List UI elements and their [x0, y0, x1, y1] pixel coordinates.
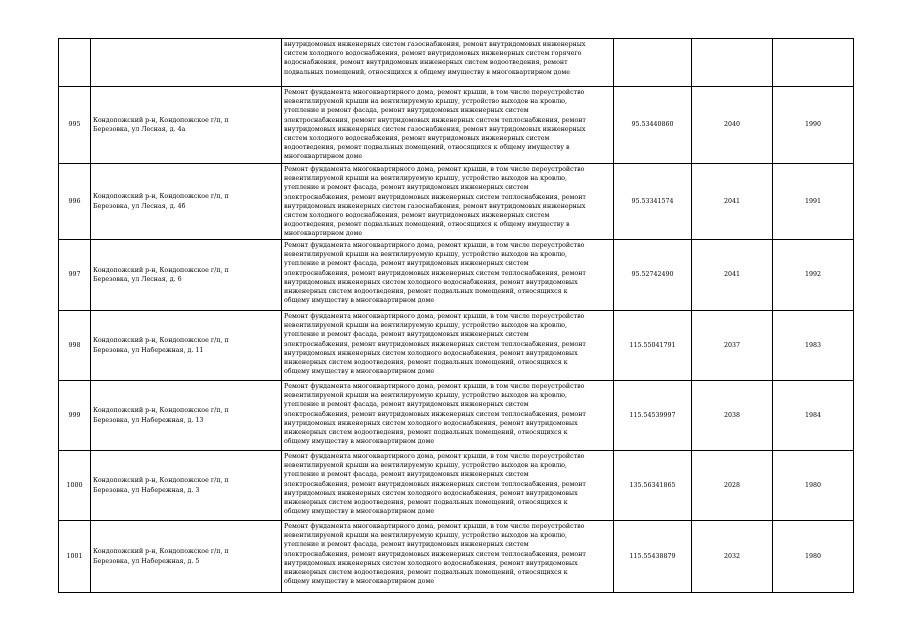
works-line: утепление и ремонт фасада, ремонт внутридомовых инженерных систем [284, 331, 529, 339]
address-line: Березовка, ул Набережная, д. 13 [93, 416, 204, 424]
works-cell [282, 164, 614, 240]
works-line: внутридомовых инженерных систем холодного водоснабжения, ремонт внутридомовых [284, 278, 578, 286]
row-number [59, 39, 91, 87]
works-line: утепление и ремонт фасада, ремонт внутридомовых инженерных систем [284, 471, 529, 479]
table-row [59, 381, 854, 451]
works-line: многоквартирном доме [284, 230, 363, 238]
works-line: систем холодного водоснабжения, ремонт внутридомовых инженерных систем [284, 135, 550, 143]
works-line: многоквартирном доме [284, 153, 363, 161]
works-line: Ремонт фундамента многоквартирного дома, ремонт крыши, в том числе переустройство [284, 523, 585, 530]
program-table [58, 38, 854, 593]
works-line: невентилируемой крыши на вентилируемую крышу, устройство выходов на кровлю, [284, 322, 567, 330]
works-line: внутридомовых инженерных систем холодного водоснабжения, ремонт внутридомовых [284, 559, 578, 567]
table-row [59, 521, 854, 593]
address-cell [91, 87, 282, 164]
works-line: утепление и ремонт фасада, ремонт внутридомовых инженерных систем [284, 541, 529, 549]
built-year-cell: 1991 [773, 164, 854, 240]
table-row [59, 240, 854, 311]
row-number: 998 [59, 311, 91, 381]
works-line: Ремонт фундамента многоквартирного дома, ремонт крыши, в том числе переустройство [284, 313, 585, 320]
works-line: инженерных систем водоотведения, ремонт подвальных помещений, относящихся к [284, 569, 568, 577]
plan-year-cell: 2037 [692, 311, 773, 381]
works-line: Ремонт фундамента многоквартирного дома, ремонт крыши, в том числе переустройство [284, 89, 585, 96]
works-line: Ремонт фундамента многоквартирного дома, ремонт крыши, в том числе переустройство [284, 242, 585, 249]
works-line: внутридомовых инженерных систем газоснабжения, ремонт внутридомовых инженерных [284, 41, 586, 48]
works-line: систем холодного водоснабжения, ремонт внутридомовых инженерных систем [284, 212, 550, 220]
works-line: утепление и ремонт фасада, ремонт внутридомовых инженерных систем [284, 260, 529, 268]
works-cell [282, 240, 614, 311]
works-line: утепление и ремонт фасада, ремонт внутридомовых инженерных систем [284, 107, 529, 115]
address-line: Березовка, ул Лесная, д. 4б [93, 202, 186, 210]
works-line: внутридомовых инженерных систем холодного водоснабжения, ремонт внутридомовых [284, 349, 578, 357]
built-year-cell: 1992 [773, 240, 854, 311]
works-line: инженерных систем водоотведения, ремонт подвальных помещений, относящихся к [284, 288, 568, 296]
address-line: Кондопожский р-н, Кондопожское г/п, п [93, 337, 229, 345]
table-row [59, 164, 854, 240]
table-row [59, 87, 854, 164]
cost-cell: 115.55041791 [614, 311, 692, 381]
address-line: Кондопожский р-н, Кондопожское г/п, п [93, 266, 229, 274]
address-line: Березовка, ул Лесная, д. 4а [93, 126, 186, 133]
works-line: водоотведения, ремонт подвальных помещений, относящихся к общему имуществу в [284, 144, 570, 152]
works-cell [282, 521, 614, 593]
works-line: инженерных систем водоотведения, ремонт подвальных помещений, относящихся к [284, 429, 568, 437]
built-year-cell: 1984 [773, 381, 854, 451]
address-cell [91, 521, 282, 593]
address-line: Березовка, ул Набережная, д. 5 [93, 557, 200, 565]
works-line: электроснабжения, ремонт внутридомовых инженерных систем теплоснабжения, ремонт [284, 193, 586, 201]
table-row [59, 39, 854, 87]
works-cell [282, 87, 614, 164]
cost-cell: 135.56341865 [614, 451, 692, 521]
works-line: общему имуществу в многоквартирном доме [284, 578, 435, 586]
works-line: невентилируемой крыши на вентилируемую крышу, устройство выходов на кровлю, [284, 175, 567, 183]
plan-year-cell: 2041 [692, 164, 773, 240]
works-line: Ремонт фундамента многоквартирного дома, ремонт крыши, в том числе переустройство [284, 383, 585, 390]
cost-cell: 95.53341574 [614, 164, 692, 240]
built-year-cell [773, 39, 854, 87]
table-row [59, 311, 854, 381]
plan-year-cell: 2038 [692, 381, 773, 451]
plan-year-cell: 2041 [692, 240, 773, 311]
address-line: Березовка, ул Набережная, д. 11 [93, 346, 204, 354]
row-number: 996 [59, 164, 91, 240]
cost-cell: 115.54539997 [614, 381, 692, 451]
works-line: систем холодного водоснабжения, ремонт внутридомовых инженерных систем горячего [284, 50, 582, 58]
address-line: Березовка, ул Набережная, д. 3 [93, 486, 200, 494]
works-cell [282, 451, 614, 521]
works-line: водоснабжения, ремонт внутридомовых инженерных систем водоотведения, ремонт [284, 59, 568, 67]
address-cell [91, 311, 282, 381]
plan-year-cell [692, 39, 773, 87]
built-year-cell: 1980 [773, 451, 854, 521]
address-line: Кондопожский р-н, Кондопожское г/п, п [93, 407, 229, 415]
address-cell [91, 451, 282, 521]
cost-cell [614, 39, 692, 87]
works-line: электроснабжения, ремонт внутридомовых инженерных систем теплоснабжения, ремонт [284, 269, 586, 277]
address-cell [91, 164, 282, 240]
works-line: электроснабжения, ремонт внутридомовых инженерных систем теплоснабжения, ремонт [284, 340, 586, 348]
address-line: Кондопожский р-н, Кондопожское г/п, п [93, 193, 229, 201]
works-line: общему имуществу в многоквартирном доме [284, 438, 435, 446]
works-line: электроснабжения, ремонт внутридомовых инженерных систем теплоснабжения, ремонт [284, 116, 586, 124]
table-row [59, 451, 854, 521]
row-number: 1001 [59, 521, 91, 593]
works-line: невентилируемой крыши на вентилируемую крышу, устройство выходов на кровлю, [284, 462, 567, 470]
cost-cell: 115.55438879 [614, 521, 692, 593]
address-line: Березовка, ул Лесная, д. 6 [93, 276, 182, 283]
table-body [59, 39, 854, 593]
built-year-cell: 1990 [773, 87, 854, 164]
works-cell [282, 311, 614, 381]
works-line: утепление и ремонт фасада, ремонт внутридомовых инженерных систем [284, 401, 529, 409]
works-line: невентилируемой крыши на вентилируемую крышу, устройство выходов на кровлю, [284, 251, 567, 259]
address-cell [91, 240, 282, 311]
row-number: 997 [59, 240, 91, 311]
works-line: инженерных систем водоотведения, ремонт подвальных помещений, относящихся к [284, 359, 568, 367]
works-line: невентилируемой крыши на вентилируемую крышу, устройство выходов на кровлю, [284, 392, 567, 400]
address-cell [91, 381, 282, 451]
address-line: Кондопожский р-н, Кондопожское г/п, п [93, 477, 229, 485]
works-line: общему имуществу в многоквартирном доме [284, 368, 435, 376]
works-cell [282, 381, 614, 451]
cost-cell: 95.52742490 [614, 240, 692, 311]
built-year-cell: 1983 [773, 311, 854, 381]
plan-year-cell: 2032 [692, 521, 773, 593]
works-line: инженерных систем водоотведения, ремонт подвальных помещений, относящихся к [284, 499, 568, 507]
works-line: Ремонт фундамента многоквартирного дома, ремонт крыши, в том числе переустройство [284, 166, 585, 173]
works-line: общему имуществу в многоквартирном доме [284, 297, 435, 305]
works-line: внутридомовых инженерных систем холодного водоснабжения, ремонт внутридомовых [284, 489, 578, 497]
works-line: невентилируемой крыши на вентилируемую крышу, устройство выходов на кровлю, [284, 98, 567, 106]
address-line: Кондопожский р-н, Кондопожское г/п, п [93, 116, 229, 124]
works-line: внутридомовых инженерных систем холодного водоснабжения, ремонт внутридомовых [284, 419, 578, 427]
works-line: внутридомовых инженерных систем газоснабжения, ремонт внутридомовых инженерных [284, 125, 586, 133]
works-line: подвальных помещений, относящихся к общему имуществу в многоквартирном доме [284, 68, 571, 76]
row-number: 999 [59, 381, 91, 451]
works-line: общему имуществу в многоквартирном доме [284, 508, 435, 516]
works-line: электроснабжения, ремонт внутридомовых инженерных систем теплоснабжения, ремонт [284, 480, 586, 488]
plan-year-cell: 2028 [692, 451, 773, 521]
address-cell [91, 39, 282, 87]
works-line: внутридомовых инженерных систем газоснабжения, ремонт внутридомовых инженерных [284, 202, 586, 210]
works-line: водоотведения, ремонт подвальных помещений, относящихся к общему имуществу в [284, 221, 570, 229]
works-line: электроснабжения, ремонт внутридомовых инженерных систем теплоснабжения, ремонт [284, 410, 586, 418]
built-year-cell: 1980 [773, 521, 854, 593]
cost-cell: 95.53440860 [614, 87, 692, 164]
works-line: электроснабжения, ремонт внутридомовых инженерных систем теплоснабжения, ремонт [284, 550, 586, 558]
works-line: невентилируемой крыши на вентилируемую крышу, устройство выходов на кровлю, [284, 532, 567, 540]
works-cell [282, 39, 614, 87]
works-line: Ремонт фундамента многоквартирного дома, ремонт крыши, в том числе переустройство [284, 453, 585, 460]
row-number: 995 [59, 87, 91, 164]
plan-year-cell: 2040 [692, 87, 773, 164]
address-line: Кондопожский р-н, Кондопожское г/п, п [93, 548, 229, 556]
row-number: 1000 [59, 451, 91, 521]
works-line: утепление и ремонт фасада, ремонт внутридомовых инженерных систем [284, 184, 529, 192]
